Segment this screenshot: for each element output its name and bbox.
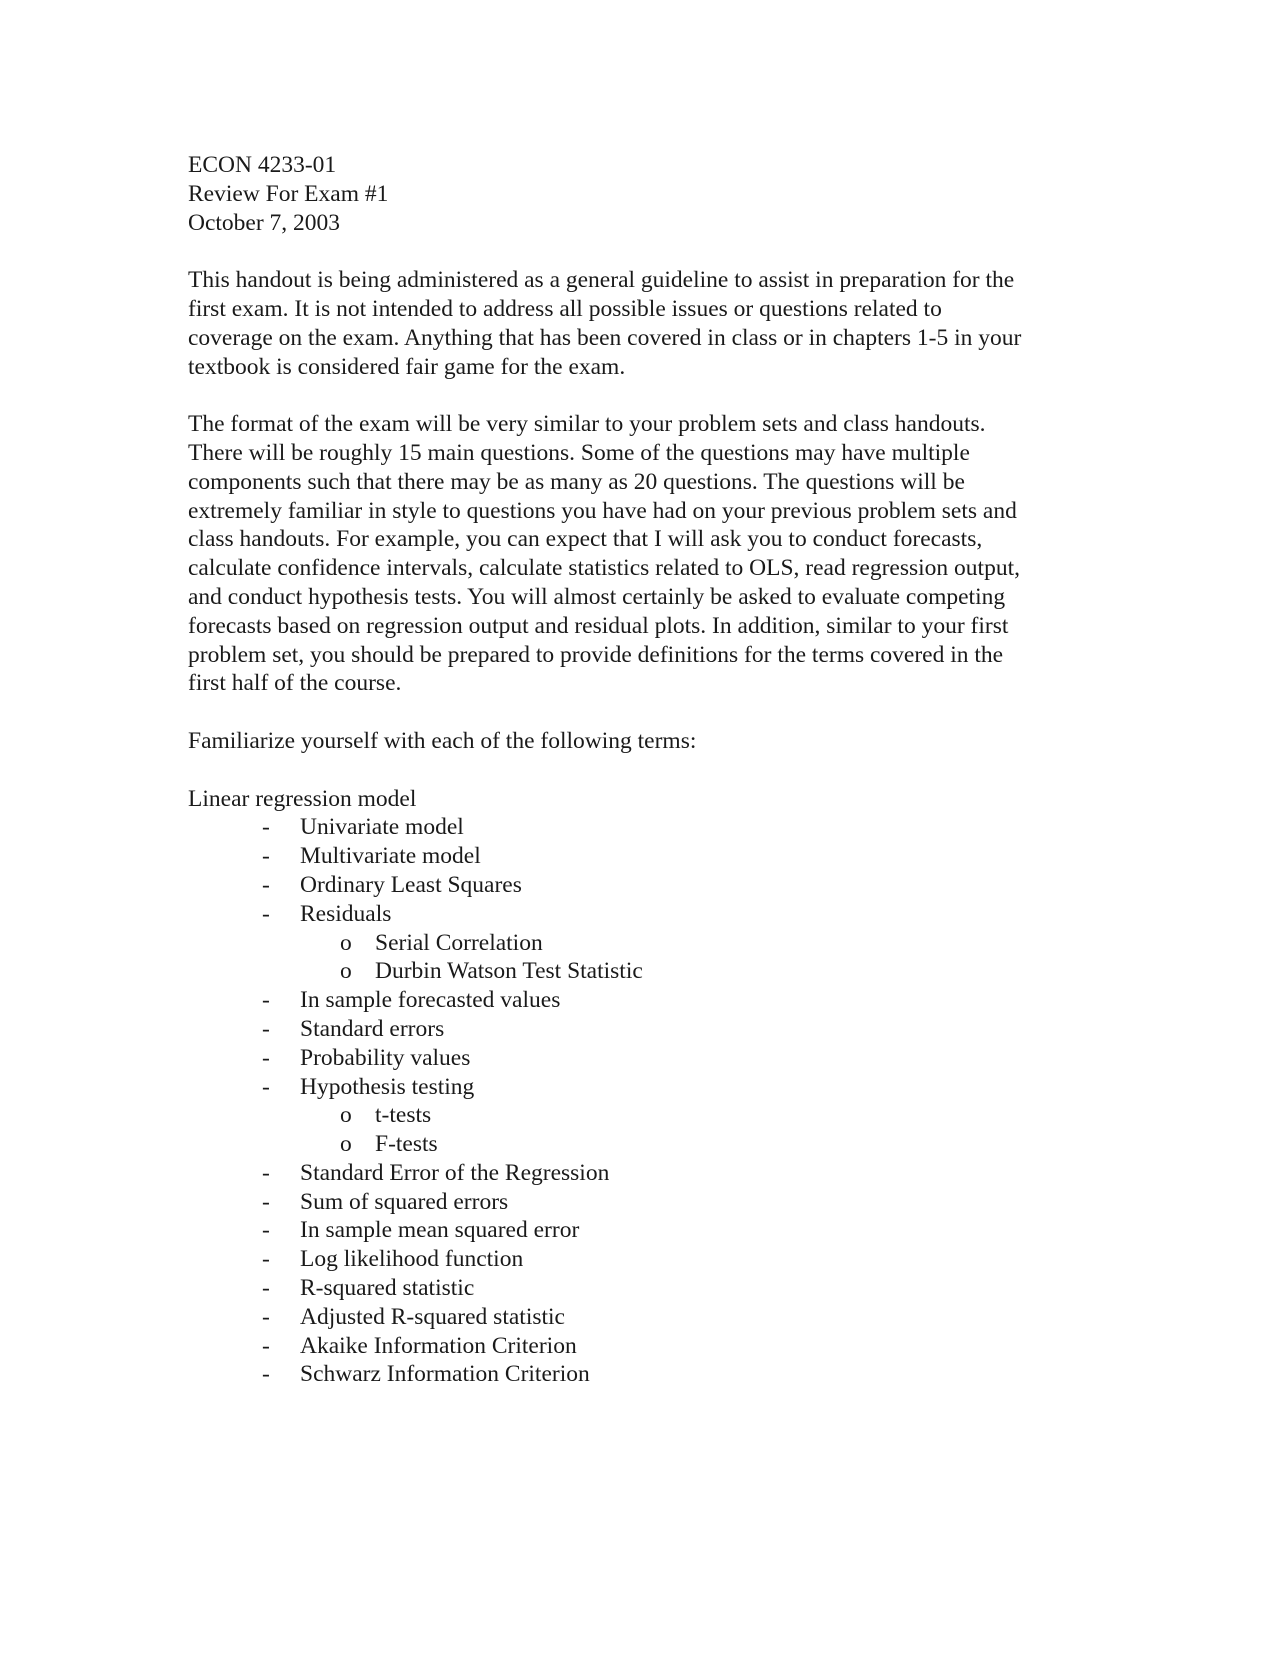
subterms-list (300, 929, 1088, 987)
term-item (188, 1073, 1088, 1159)
paragraph (188, 410, 1088, 698)
dash-bullet-icon: - (262, 1303, 270, 1330)
term-item (188, 1274, 1088, 1303)
term-item (188, 1188, 1088, 1217)
term-label: Adjusted R-squared statistic (300, 1303, 565, 1330)
term-item (188, 1044, 1088, 1073)
term-item (188, 1245, 1088, 1274)
dash-bullet-icon: - (262, 1188, 270, 1215)
course-code: ECON 4233-01 (188, 152, 337, 178)
dash-bullet-icon: - (262, 814, 270, 841)
circle-bullet-icon: o (340, 958, 352, 985)
term-item (188, 871, 1088, 900)
paragraph-line: calculate confidence intervals, calculate statistics related to OLS, read regression output, (188, 555, 1020, 582)
terms-section (188, 785, 1088, 1390)
dash-bullet-icon: - (262, 1246, 270, 1273)
term-item (188, 1216, 1088, 1245)
term-label: Hypothesis testing (300, 1073, 475, 1100)
term-label: Probability values (300, 1044, 471, 1071)
paragraph-line: forecasts based on regression output and residual plots. In addition, similar to your first (188, 612, 1009, 639)
paragraph-line: The format of the exam will be very similar to your problem sets and class handouts. (188, 411, 986, 438)
dash-bullet-icon: - (262, 1217, 270, 1244)
document-page (188, 151, 1088, 1389)
term-label: Standard Error of the Regression (300, 1159, 610, 1186)
paragraph-line: textbook is considered fair game for the exam. (188, 353, 626, 380)
subterm-item (300, 929, 1088, 958)
subterm-label: F-tests (375, 1131, 438, 1158)
subterm-item (300, 957, 1088, 986)
term-label: Univariate model (300, 814, 464, 841)
term-item (188, 1303, 1088, 1332)
terms-intro: Familiarize yourself with each of the following terms: (188, 727, 697, 754)
term-item (188, 900, 1088, 986)
dash-bullet-icon: - (262, 1159, 270, 1186)
dash-bullet-icon: - (262, 900, 270, 927)
term-label: Sum of squared errors (300, 1188, 509, 1215)
circle-bullet-icon: o (340, 1102, 352, 1129)
term-label: R-squared statistic (300, 1275, 475, 1302)
terms-list (188, 813, 1088, 1389)
term-item (188, 842, 1088, 871)
paragraph-line: coverage on the exam. Anything that has been covered in class or in chapters 1-5 in your (188, 324, 1022, 351)
paragraph-line: This handout is being administered as a general guideline to assist in preparation for the (188, 267, 1015, 294)
body-paragraphs (188, 266, 1088, 698)
term-item (188, 1159, 1088, 1188)
subterm-label: Serial Correlation (375, 929, 543, 956)
dash-bullet-icon: - (262, 1044, 270, 1071)
paragraph-line: class handouts. For example, you can expect that I will ask you to conduct forecasts, (188, 526, 983, 553)
term-item (188, 1332, 1088, 1361)
dash-bullet-icon: - (262, 1332, 270, 1359)
document-header (188, 151, 1088, 237)
term-label: Akaike Information Criterion (300, 1332, 577, 1359)
subterm-item (300, 1101, 1088, 1130)
paragraph-line: first exam. It is not intended to address all possible issues or questions related to (188, 295, 942, 322)
document-title: Review For Exam #1 (188, 180, 389, 207)
term-label: Standard errors (300, 1015, 445, 1042)
circle-bullet-icon: o (340, 1131, 352, 1158)
paragraph (188, 266, 1088, 381)
paragraph-line: There will be roughly 15 main questions. Some of the questions may have multiple (188, 439, 970, 466)
dash-bullet-icon: - (262, 1275, 270, 1302)
subterms-list (300, 1101, 1088, 1159)
dash-bullet-icon: - (262, 1361, 270, 1388)
dash-bullet-icon: - (262, 871, 270, 898)
term-label: Multivariate model (300, 843, 481, 870)
dash-bullet-icon: - (262, 987, 270, 1014)
subterm-label: Durbin Watson Test Statistic (375, 958, 643, 985)
paragraph-line: first half of the course. (188, 670, 402, 697)
term-item (188, 813, 1088, 842)
term-label: In sample forecasted values (300, 987, 561, 1014)
term-label: Log likelihood function (300, 1246, 524, 1273)
dash-bullet-icon: - (262, 843, 270, 870)
subterm-label: t-tests (375, 1102, 432, 1129)
paragraph-line: extremely familiar in style to questions you have had on your previous problem sets and (188, 497, 1017, 524)
circle-bullet-icon: o (340, 929, 352, 956)
dash-bullet-icon: - (262, 1015, 270, 1042)
section-title: Linear regression model (188, 785, 417, 812)
dash-bullet-icon: - (262, 1073, 270, 1100)
term-label: Residuals (300, 900, 392, 927)
term-item (188, 1360, 1088, 1389)
document-date: October 7, 2003 (188, 209, 341, 236)
term-label: In sample mean squared error (300, 1217, 580, 1244)
term-item (188, 1015, 1088, 1044)
term-label: Schwarz Information Criterion (300, 1361, 590, 1388)
term-label: Ordinary Least Squares (300, 871, 522, 898)
paragraph-line: problem set, you should be prepared to provide definitions for the terms covered in the (188, 641, 1004, 668)
term-item (188, 986, 1088, 1015)
subterm-item (300, 1130, 1088, 1159)
paragraph-line: components such that there may be as many as 20 questions. The questions will be (188, 468, 965, 495)
paragraph-line: and conduct hypothesis tests. You will almost certainly be asked to evaluate competing (188, 583, 1006, 610)
